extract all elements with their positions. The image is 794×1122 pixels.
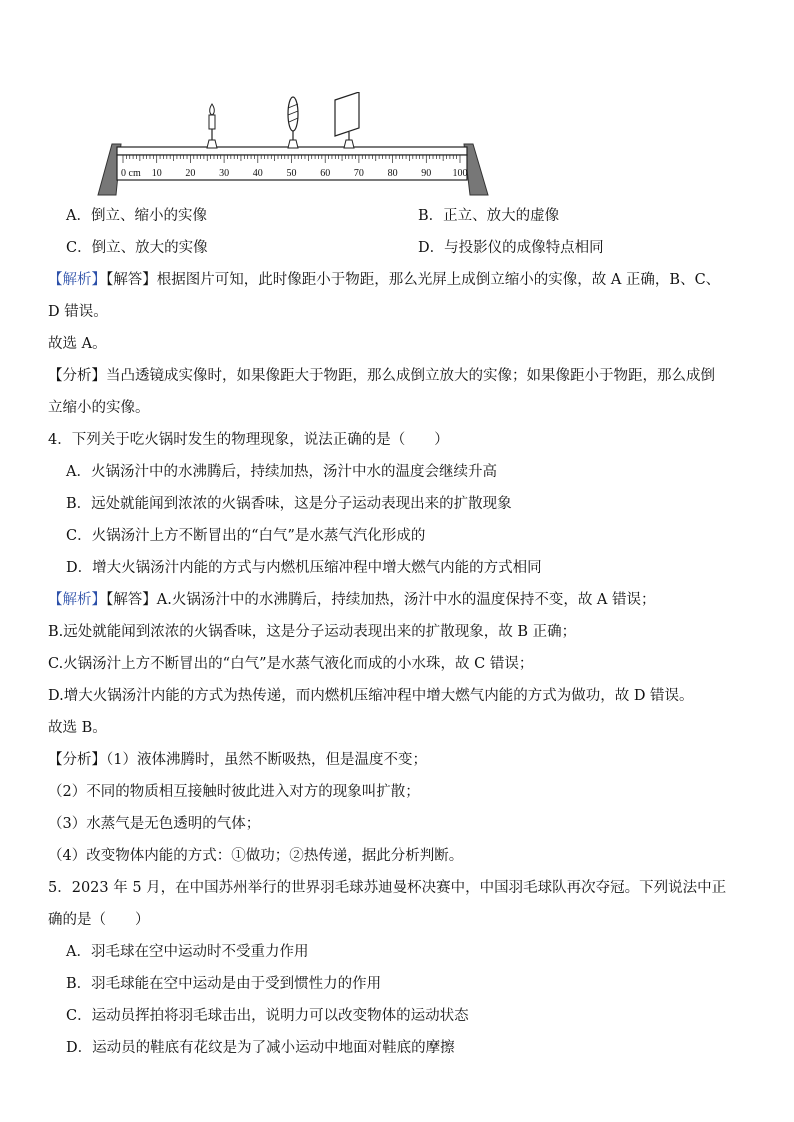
q3-option-b[interactable]: B．正立、放大的虚像 bbox=[418, 208, 560, 224]
q4-analysis-line-2: （2）不同的物质相互接触时彼此进入对方的现象叫扩散； bbox=[48, 784, 420, 800]
q5-option-a[interactable]: A．羽毛球在空中运动时不受重力作用 bbox=[66, 944, 309, 960]
ruler-label: 20 bbox=[185, 168, 196, 179]
q4-answer-tag: 【解答】 bbox=[106, 592, 157, 608]
q3-analysis-text-1: 当凸透镜成实像时，如果像距大于物距，那么成倒立放大的实像；如果像距小于物距，那么成倒 bbox=[106, 368, 715, 384]
q3-analysis-line-2: 立缩小的实像。 bbox=[48, 400, 150, 416]
convex-lens bbox=[288, 97, 298, 148]
q3-jiexi-tag: 【解析】 bbox=[48, 272, 106, 288]
ruler-label: 60 bbox=[320, 168, 331, 179]
ruler-label: 80 bbox=[387, 168, 398, 179]
q4-analysis-text-1: （1）液体沸腾时，虽然不断吸热，但是温度不变； bbox=[106, 752, 427, 768]
q3-conclusion: 故选 A。 bbox=[48, 336, 107, 352]
q4-option-d[interactable]: D．增大火锅汤汁内能的方式与内燃机压缩冲程中增大燃气内能的方式相同 bbox=[66, 560, 542, 576]
q5-option-c[interactable]: C．运动员挥拍将羽毛球击出，说明力可以改变物体的运动状态 bbox=[66, 1008, 469, 1024]
q4-analysis-line-3: （3）水蒸气是无色透明的气体； bbox=[48, 816, 261, 832]
ruler-label: 30 bbox=[219, 168, 230, 179]
q3-options-row-1 bbox=[66, 206, 560, 226]
ruler-label: 50 bbox=[286, 168, 297, 179]
ruler-label: 70 bbox=[353, 168, 364, 179]
candle bbox=[207, 104, 217, 148]
q4-answer-line-2: B.远处就能闻到浓浓的火锅香味，这是分子运动表现出来的扩散现象，故 B 正确； bbox=[48, 624, 577, 640]
q4-analysis-tag: 【分析】 bbox=[48, 752, 106, 768]
q5-option-b[interactable]: B．羽毛球能在空中运动是由于受到惯性力的作用 bbox=[66, 976, 382, 992]
q4-stem: 4．下列关于吃火锅时发生的物理现象，说法正确的是（ ） bbox=[48, 432, 449, 448]
q3-option-d[interactable]: D．与投影仪的成像特点相同 bbox=[418, 240, 604, 256]
q3-answer-line-1 bbox=[48, 270, 720, 290]
q4-option-c[interactable]: C．火锅汤汁上方不断冒出的“白气”是水蒸气汽化形成的 bbox=[66, 528, 426, 544]
q4-option-a[interactable]: A．火锅汤汁中的水沸腾后，持续加热，汤汁中水的温度会继续升高 bbox=[66, 464, 497, 480]
ruler-label: 90 bbox=[421, 168, 432, 179]
q5-stem-line-1: 5．2023 年 5 月，在中国苏州举行的世界羽毛球苏迪曼杯决赛中，中国羽毛球队再次夺冠。下列说法中正 bbox=[48, 880, 727, 896]
q4-conclusion: 故选 B。 bbox=[48, 720, 107, 736]
q3-analysis-line-1 bbox=[48, 366, 715, 386]
q4-answer-line-1 bbox=[48, 590, 656, 610]
q3-answer-line-2: D 错误。 bbox=[48, 304, 108, 320]
optical-bench-figure bbox=[95, 92, 495, 197]
q3-answer-tag: 【解答】 bbox=[106, 272, 157, 288]
q4-answer-line-4: D.增大火锅汤汁内能的方式为热传递，而内燃机压缩冲程中增大燃气内能的方式为做功，故 D 错误。 bbox=[48, 688, 694, 704]
q5-stem-line-2: 确的是（ ） bbox=[48, 912, 150, 928]
q5-option-d[interactable]: D．运动员的鞋底有花纹是为了减小运动中地面对鞋底的摩擦 bbox=[66, 1040, 455, 1056]
ruler-label: 0 cm bbox=[121, 168, 141, 179]
q4-analysis-line-4: （4）改变物体内能的方式：①做功；②热传递，据此分析判断。 bbox=[48, 848, 464, 864]
q4-answer-line-3: C.火锅汤汁上方不断冒出的“白气”是水蒸气液化而成的小水珠，故 C 错误； bbox=[48, 656, 534, 672]
q4-answer-text-1: A.火锅汤汁中的水沸腾后，持续加热，汤汁中水的温度保持不变，故 A 错误； bbox=[156, 592, 656, 608]
q3-options-row-2 bbox=[66, 238, 604, 258]
light-screen bbox=[335, 92, 359, 148]
q3-analysis-tag: 【分析】 bbox=[48, 368, 106, 384]
q3-answer-text-1: 根据图片可知，此时像距小于物距，那么光屏上成倒立缩小的实像，故 A 正确，B、C、 bbox=[156, 272, 721, 288]
q4-jiexi-tag: 【解析】 bbox=[48, 592, 106, 608]
q3-option-a[interactable]: A．倒立、缩小的实像 bbox=[66, 208, 207, 224]
ruler-label: 100 bbox=[452, 168, 468, 179]
q4-analysis-line-1 bbox=[48, 750, 427, 770]
ruler-label: 40 bbox=[252, 168, 263, 179]
ruler-label: 10 bbox=[151, 168, 162, 179]
q3-option-c[interactable]: C．倒立、放大的实像 bbox=[66, 240, 208, 256]
q4-option-b[interactable]: B．远处就能闻到浓浓的火锅香味，这是分子运动表现出来的扩散现象 bbox=[66, 496, 512, 512]
